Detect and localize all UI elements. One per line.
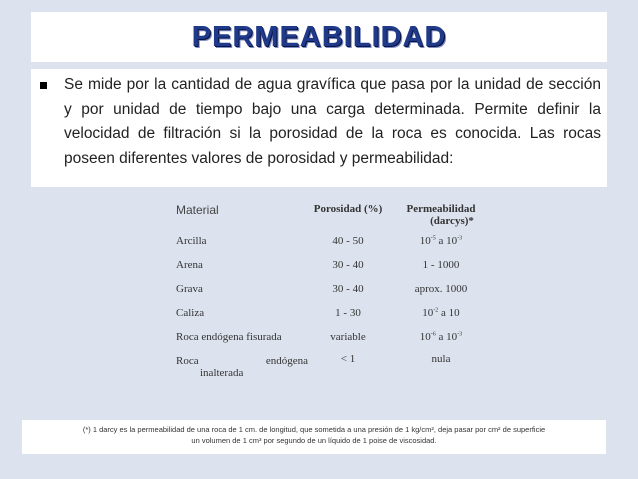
header-permeabilidad — [398, 203, 484, 227]
table-row-material: Arena — [176, 259, 203, 271]
perm-mid: a 10 — [438, 307, 460, 319]
perm-base: 10 — [419, 235, 431, 247]
footnote-line: (*) 1 darcy es la permeabilidad de una roca de 1 cm. de longitud, que sometida a una presión de 1 kg/cm², deja pasar por cm² de superficie — [82, 425, 546, 434]
square-bullet-icon — [40, 82, 47, 89]
table-row-material: Roca endógena fisurada — [176, 331, 282, 343]
header-permeabilidad-line2: (darcys)* — [430, 215, 474, 227]
header-permeabilidad-line1: Permeabilidad — [406, 203, 476, 215]
footnote-line: un volumen de 1 cm³ por segundo de un líquido de 1 poise de viscosidad. — [191, 436, 437, 445]
title-panel — [31, 12, 607, 62]
table-row-porosidad: 30 - 40 — [332, 283, 364, 295]
description-panel — [31, 69, 607, 187]
table-row-porosidad: 40 - 50 — [332, 235, 364, 247]
table-row-material: Arcilla — [176, 235, 207, 247]
material-split — [176, 355, 308, 367]
perm-exponent: -3 — [457, 331, 463, 338]
table-row-permeabilidad — [398, 235, 484, 247]
perm-base: 10 — [419, 331, 431, 343]
material-word: endógena — [265, 355, 308, 367]
table-row-permeabilidad — [398, 307, 484, 319]
table-row-porosidad: 1 - 30 — [335, 307, 361, 319]
perm-mid: a 10 — [435, 331, 458, 343]
perm-exponent: -2 — [433, 307, 439, 314]
perm-base: 10 — [422, 307, 434, 319]
material-word: Roca — [176, 355, 199, 367]
permeability-table — [170, 193, 490, 393]
table-row-porosidad: variable — [330, 331, 366, 343]
perm-exponent: -3 — [457, 235, 463, 242]
material-word: inalterada — [200, 367, 244, 379]
table-row-permeabilidad: aprox. 1000 — [414, 283, 468, 295]
table-row-porosidad: < 1 — [340, 353, 356, 365]
slide-title: PERMEABILIDAD — [191, 20, 447, 53]
table-row-permeabilidad: nula — [431, 353, 451, 365]
perm-exponent: -5 — [430, 235, 436, 242]
description-paragraph: Se mide por la cantidad de agua gravífica que pasa por la unidad de sección y por unidad de tiempo bajo una carga determinada. Permite definir la velocidad de filtración si la porosidad de la roca es conocida. Las rocas poseen diferentes valores de porosidad y permeabilidad: — [64, 76, 601, 167]
header-material: Material — [176, 203, 219, 217]
header-porosidad: Porosidad (%) — [313, 203, 383, 215]
table-row-permeabilidad: 1 - 1000 — [422, 259, 460, 271]
footnote — [22, 420, 606, 450]
table-row-material — [176, 355, 308, 379]
table-row-permeabilidad — [398, 331, 484, 343]
perm-mid: a 10 — [435, 235, 458, 247]
table-row-porosidad: 30 - 40 — [332, 259, 364, 271]
table-row-material: Caliza — [176, 307, 205, 319]
table-row-material: Grava — [176, 283, 203, 295]
footnote-panel — [22, 420, 606, 454]
perm-exponent: -6 — [430, 331, 436, 338]
